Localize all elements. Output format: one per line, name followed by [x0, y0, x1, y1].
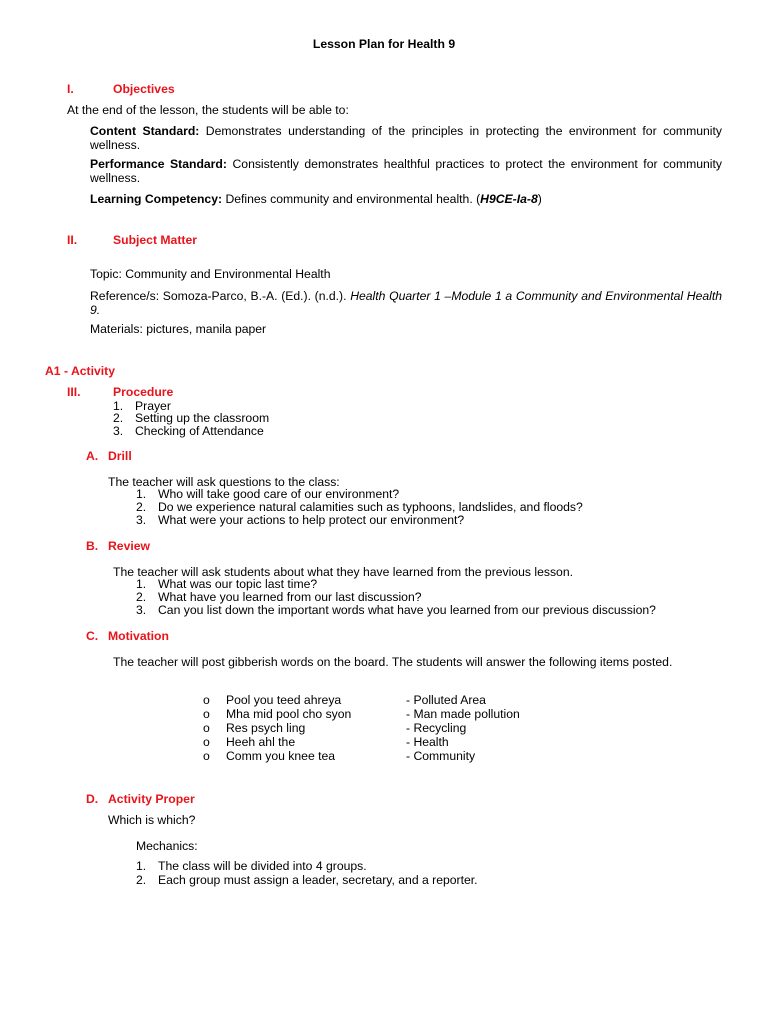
gibberish-word: Comm you knee tea [226, 749, 336, 763]
learning-competency-close: ) [537, 192, 542, 206]
gibberish-word: Heeh ahl the [226, 735, 296, 749]
objectives-heading: Objectives [113, 82, 175, 96]
objectives-intro: At the end of the lesson, the students will be able to: [67, 103, 349, 117]
content-standard-text: Demonstrates understanding of the principles in protecting the environment for community wellness. [90, 124, 722, 152]
review-heading: Review [108, 539, 151, 553]
gibberish-answer: - Man made pollution [406, 707, 520, 721]
subject-numeral: II. [67, 233, 78, 247]
gibberish-bullet: o [203, 707, 210, 721]
reference-prefix: Reference/s: Somoza-Parco, B.-A. (Ed.). (n.d.). [90, 289, 347, 303]
mechanics-item: 2. Each group must assign a leader, secretary, and a reporter. [136, 873, 478, 887]
gibberish-word: Pool you teed ahreya [226, 693, 342, 707]
drill-item: 3. What were your actions to help protect our environment? [136, 513, 465, 527]
subject-heading: Subject Matter [113, 233, 197, 247]
review-letter: B. [86, 539, 99, 553]
gibberish-bullet: o [203, 693, 210, 707]
content-standard-label: Content Standard: [90, 124, 200, 138]
performance-standard [90, 158, 722, 186]
gibberish-answer: - Health [406, 735, 449, 749]
drill-heading: Drill [108, 449, 132, 463]
performance-standard-text: Consistently demonstrates healthful practices to protect the environment for community wellness. [90, 157, 722, 185]
procedure-heading: Procedure [113, 385, 174, 399]
drill-letter: A. [86, 449, 99, 463]
gibberish-word: Res psych ling [226, 721, 306, 735]
learning-competency-text: Defines community and environmental health. ( [225, 192, 481, 206]
learning-competency-label: Learning Competency: [90, 192, 223, 206]
gibberish-bullet: o [203, 735, 210, 749]
objectives-numeral: I. [67, 82, 74, 96]
learning-competency-code: H9CE-Ia-8 [480, 192, 538, 206]
subject-reference [90, 290, 722, 318]
motivation-heading: Motivation [108, 629, 169, 643]
motivation-intro: The teacher will post gibberish words on the board. The students will answer the following items posted. [113, 655, 673, 669]
subject-materials: Materials: pictures, manila paper [90, 322, 267, 336]
learning-competency [90, 193, 722, 207]
mechanics-label: Mechanics: [136, 839, 198, 853]
gibberish-answer: - Recycling [406, 721, 467, 735]
procedure-numeral: III. [67, 385, 81, 399]
activity-proper-question: Which is which? [108, 813, 196, 827]
review-intro: The teacher will ask students about what they have learned from the previous lesson. [113, 565, 573, 579]
gibberish-bullet: o [203, 721, 210, 735]
performance-standard-label: Performance Standard: [90, 157, 227, 171]
activity-proper-heading: Activity Proper [108, 792, 195, 806]
gibberish-word: Mha mid pool cho syon [226, 707, 352, 721]
motivation-letter: C. [86, 629, 99, 643]
page-title: Lesson Plan for Health 9 [312, 37, 456, 51]
gibberish-answer: - Polluted Area [406, 693, 486, 707]
gibberish-answer: - Community [406, 749, 476, 763]
drill-item: 2. Do we experience natural calamities such as typhoons, landslides, and floods? [136, 500, 583, 514]
drill-intro: The teacher will ask questions to the class: [108, 475, 340, 489]
review-item: 2. What have you learned from our last discussion? [136, 590, 422, 604]
reference-title: Health Quarter 1 –Module 1 a Community and Environmental Health 9. [90, 289, 723, 317]
procedure-item: 3. Checking of Attendance [113, 424, 264, 438]
review-item: 1. What was our topic last time? [136, 577, 318, 591]
procedure-item: 1. Prayer [113, 399, 171, 413]
procedure-item: 2. Setting up the classroom [113, 411, 270, 425]
activity-heading: A1 - Activity [45, 364, 115, 378]
gibberish-bullet: o [203, 749, 210, 763]
subject-topic: Topic: Community and Environmental Health [90, 267, 331, 281]
activity-proper-letter: D. [86, 792, 99, 806]
content-standard [90, 125, 722, 153]
drill-item: 1. Who will take good care of our environment? [136, 487, 400, 501]
review-item: 3. Can you list down the important words what have you learned from our previous discussion? [136, 603, 656, 617]
mechanics-item: 1. The class will be divided into 4 groups. [136, 859, 367, 873]
